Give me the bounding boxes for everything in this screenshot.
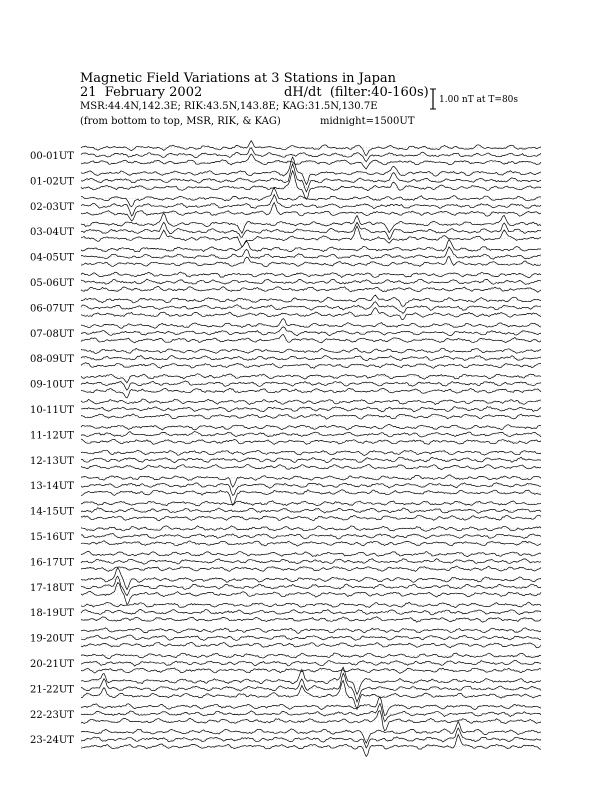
trace-line bbox=[81, 319, 541, 329]
trace-order-label: (from bottom to top, MSR, RIK, & KAG) bbox=[80, 116, 281, 127]
trace-line bbox=[81, 414, 541, 419]
hour-label: 20-21UT bbox=[30, 659, 74, 670]
trace-line bbox=[81, 308, 541, 320]
trace-line bbox=[81, 381, 541, 390]
hour-label: 12-13UT bbox=[30, 455, 74, 467]
trace-line bbox=[81, 222, 541, 239]
trace-line bbox=[81, 407, 541, 412]
midnight-label: midnight=1500UT bbox=[320, 116, 415, 127]
trace-line bbox=[81, 295, 541, 306]
trace-line bbox=[81, 188, 541, 207]
trace-line bbox=[81, 374, 541, 383]
hour-label: 10-11UT bbox=[30, 405, 74, 416]
trace-line bbox=[81, 568, 541, 590]
filter-label: dH/dt (filter:40-160s) bbox=[284, 85, 429, 100]
trace-line bbox=[81, 226, 541, 247]
hour-label: 09-10UT bbox=[30, 379, 74, 391]
hour-label: 04-05UT bbox=[30, 252, 74, 264]
hour-label: 17-18UT bbox=[30, 582, 74, 594]
trace-line bbox=[81, 148, 541, 162]
trace-line bbox=[81, 673, 541, 702]
hour-label: 21-22UT bbox=[30, 684, 74, 696]
trace-line bbox=[81, 483, 541, 496]
trace-line bbox=[81, 171, 541, 199]
trace-line bbox=[81, 388, 541, 398]
hour-label: 02-03UT bbox=[30, 201, 74, 213]
hour-label: 00-01UT bbox=[30, 151, 74, 162]
hour-label: 13-14UT bbox=[30, 481, 74, 493]
trace-line bbox=[81, 240, 541, 252]
hour-label: 14-15UT bbox=[30, 506, 74, 518]
hour-label: 11-12UT bbox=[30, 430, 74, 442]
trace-line bbox=[81, 609, 541, 615]
trace-line bbox=[81, 450, 541, 455]
trace-line bbox=[81, 721, 541, 743]
trace-line bbox=[81, 141, 541, 156]
trace-line bbox=[81, 534, 541, 540]
hour-label: 08-09UT bbox=[30, 354, 74, 366]
scale-label: 1.00 nT at T=80s bbox=[439, 95, 519, 105]
hour-label: 03-04UT bbox=[30, 227, 74, 239]
trace-line bbox=[81, 728, 541, 748]
hour-label: 19-20UT bbox=[30, 633, 74, 645]
trace-line bbox=[81, 490, 541, 506]
hour-label: 06-07UT bbox=[30, 303, 74, 315]
hour-label: 15-16UT bbox=[30, 532, 74, 543]
hour-label: 05-06UT bbox=[30, 278, 74, 289]
stations-label: MSR:44.4N,142.3E; RIK:43.5N,143.8E; KAG:31.5N,130.7E bbox=[80, 101, 378, 112]
hour-label: 01-02UT bbox=[30, 176, 74, 188]
trace-line bbox=[81, 583, 541, 605]
date-label: 21 February 2002 bbox=[80, 85, 203, 100]
trace-line bbox=[81, 334, 541, 342]
trace-line bbox=[81, 668, 541, 673]
chart-title: Magnetic Field Variations at 3 Stations in Japan bbox=[80, 71, 397, 86]
hour-label: 07-08UT bbox=[30, 328, 74, 340]
trace-line bbox=[81, 327, 541, 336]
hour-label: 16-17UT bbox=[30, 557, 74, 569]
hour-label: 23-24UT bbox=[30, 735, 74, 747]
trace-line bbox=[81, 508, 541, 514]
trace-line bbox=[81, 735, 541, 757]
trace-line bbox=[81, 628, 541, 634]
hour-label: 22-23UT bbox=[30, 709, 74, 721]
hour-label: 18-19UT bbox=[30, 608, 74, 620]
